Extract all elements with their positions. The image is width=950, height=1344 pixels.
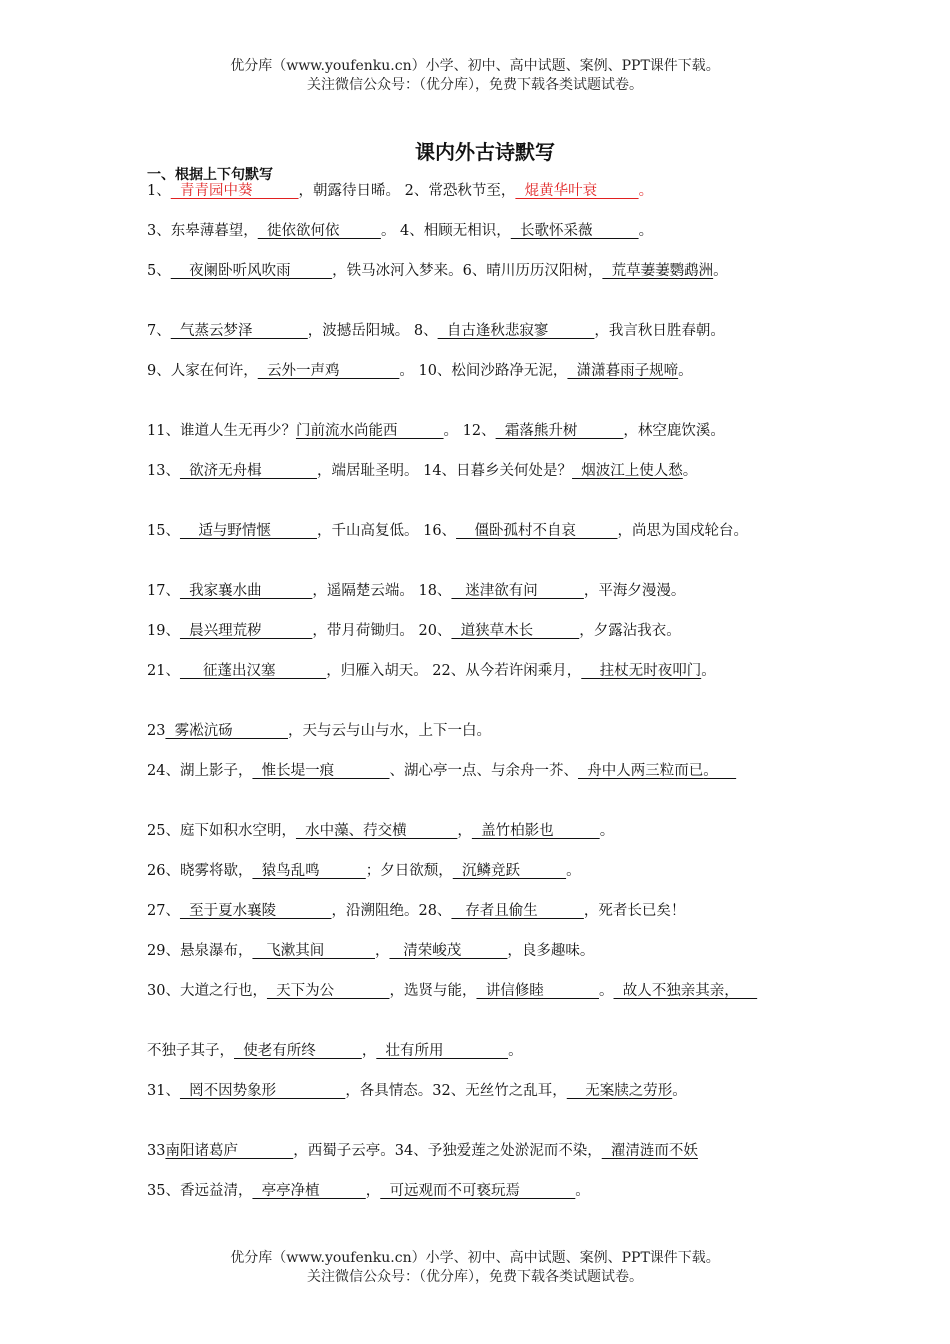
page-title: 课内外古诗默写: [415, 140, 555, 164]
prompt-text: 7、: [147, 323, 171, 339]
answer-blank: 飞漱其间: [252, 943, 375, 959]
question-item: [147, 582, 829, 600]
answer-blank: 烟波江上使人愁: [572, 463, 683, 479]
prompt-text: 。: [599, 983, 614, 999]
prompt-text: 。: [638, 223, 654, 239]
prompt-text: ，端居耻圣明。 14、日暮乡关何处是？: [316, 463, 573, 479]
answer-blank: 天下为公: [266, 983, 390, 999]
question-item: [147, 942, 829, 960]
prompt-text: 1、: [147, 183, 171, 199]
prompt-text: ，尚思为国戍轮台。: [617, 523, 748, 539]
question-item: [147, 422, 829, 440]
answer-blank: 征蓬出汉塞: [179, 663, 327, 679]
prompt-text: 。: [672, 1083, 687, 1099]
prompt-text: 31、: [147, 1083, 180, 1099]
question-item: [147, 1042, 829, 1060]
page-footer: [0, 1249, 950, 1287]
prompt-text: 。: [682, 463, 698, 479]
prompt-text: ，波撼岳阳城。 8、: [307, 323, 438, 339]
prompt-text: 17、: [147, 583, 180, 599]
prompt-text: ，良多趣味。: [507, 943, 595, 959]
prompt-text: ，死者长已矣！: [583, 903, 686, 919]
prompt-text: ，千山高复低。 16、: [316, 523, 457, 539]
page-header: [0, 57, 950, 95]
prompt-text: ，朝露待日晞。 2、常恐秋节至，: [298, 183, 516, 199]
answer-blank: 濯清涟而不妖: [601, 1143, 698, 1159]
answer-blank: 使老有所终: [234, 1043, 362, 1059]
answer-blank: 青青园中葵: [170, 183, 299, 199]
prompt-text: 。 10、松间沙路净无泥，: [399, 363, 568, 379]
answer-blank: 霜落熊升树: [495, 423, 624, 439]
prompt-text: 。 12、: [443, 423, 496, 439]
answer-blank: 潇潇暮雨子规啼: [567, 363, 679, 379]
prompt-text: 15、: [147, 523, 180, 539]
question-item: [147, 982, 829, 1000]
footer-line-2: 关注微信公众号：（优分库），免费下载各类试题试卷。: [307, 1269, 643, 1285]
answer-blank: 可远观而不可亵玩焉: [380, 1183, 576, 1199]
answer-blank: 盖竹柏影也: [471, 823, 600, 839]
prompt-text: 。: [638, 183, 654, 199]
answer-blank: 晨兴理荒秽: [179, 623, 313, 639]
answer-blank: 讲信修睦: [476, 983, 600, 999]
prompt-text: 9、人家在何许，: [147, 363, 258, 379]
answer-blank: 长歌怀采薇: [510, 223, 639, 239]
prompt-text: 24、湖上影子，: [147, 763, 253, 779]
answer-blank: 欲济无舟楫: [179, 463, 317, 479]
footer-line-1: 优分库（www.youfenku.cn）小学、初中、高中试题、案例、PPT课件下载。: [230, 1250, 720, 1266]
answer-blank: 自古逢秋悲寂寥: [437, 323, 595, 339]
question-item: [147, 662, 829, 680]
prompt-text: ，林空鹿饮溪。: [623, 423, 725, 439]
prompt-text: 30、大道之行也，: [147, 983, 267, 999]
prompt-text: 5、: [147, 263, 171, 279]
answer-blank: 雾凇沆砀: [165, 723, 288, 739]
question-item: [147, 462, 829, 480]
answer-blank: 夜阑卧听风吹雨: [170, 263, 333, 279]
answer-blank: 亭亭净植: [252, 1183, 366, 1199]
question-item: [147, 902, 829, 920]
answer-blank: 僵卧孤村不自哀: [456, 523, 618, 539]
answer-blank: 拄杖无时夜叩门: [581, 663, 702, 679]
prompt-text: 。: [575, 1183, 590, 1199]
prompt-text: ，: [361, 1043, 377, 1059]
prompt-text: 26、晓雾将歇，: [147, 863, 253, 879]
answer-blank: 我家襄水曲: [179, 583, 313, 599]
answer-blank: 至于夏水襄陵: [179, 903, 332, 919]
question-item: [147, 1142, 829, 1160]
prompt-text: ，沿溯阻绝。28、: [331, 903, 452, 919]
prompt-text: ，遥隔楚云端。 18、: [312, 583, 452, 599]
prompt-text: ，选贤与能，: [389, 983, 477, 999]
prompt-text: ，我言秋日胜春朝。: [594, 323, 725, 339]
section-title: 一、根据上下句默写: [147, 167, 273, 183]
question-item: [147, 262, 829, 280]
prompt-text: 。: [678, 363, 693, 379]
question-item: [147, 722, 829, 740]
prompt-text: 11、谁道人生无再少？: [147, 423, 296, 439]
prompt-text: ，夕露沾我衣。: [579, 623, 681, 639]
prompt-text: ；夕日欲颓，: [365, 863, 453, 879]
question-item: [147, 322, 829, 340]
prompt-text: ，: [457, 823, 472, 839]
prompt-text: ，归雁入胡天。 22、从今若许闲乘月，: [326, 663, 582, 679]
header-line-2: 关注微信公众号：（优分库），免费下载各类试题试卷。: [307, 77, 643, 93]
prompt-text: ，带月荷锄归。 20、: [312, 623, 452, 639]
answer-blank: 迷津欲有问: [451, 583, 584, 599]
prompt-text: ，各具情态。32、无丝竹之乱耳，: [345, 1083, 567, 1099]
answer-blank: 清荣峻茂: [389, 943, 508, 959]
question-item: [147, 622, 829, 640]
answer-blank: 门前流水尚能西: [295, 423, 444, 439]
question-item: [147, 222, 829, 240]
question-item: [147, 862, 829, 880]
prompt-text: ，西蜀子云亭。34、予独爱莲之处淤泥而不染，: [293, 1143, 602, 1159]
question-item: [147, 182, 829, 200]
prompt-text: 27、: [147, 903, 180, 919]
answer-blank: 罔不因势象形: [179, 1083, 346, 1099]
prompt-text: ，铁马冰河入梦来。6、晴川历历汉阳树，: [332, 263, 603, 279]
answer-blank: 故人不独亲其亲: [613, 983, 725, 999]
answer-blank: 气蒸云梦泽: [170, 323, 308, 339]
prompt-text: 33: [147, 1143, 166, 1159]
header-line-1: 优分库（www.youfenku.cn）小学、初中、高中试题、案例、PPT课件下载。: [230, 58, 720, 74]
prompt-text: 29、悬泉瀑布，: [147, 943, 253, 959]
prompt-text: 35、香远益清，: [147, 1183, 253, 1199]
prompt-text: 、湖心亭一点、与余舟一芥、: [389, 763, 578, 779]
answer-blank: ，: [724, 983, 758, 999]
prompt-text: 。: [566, 863, 581, 879]
prompt-text: ，: [374, 943, 390, 959]
question-item: [147, 522, 829, 540]
answer-blank: 适与野情惬: [179, 523, 317, 539]
answer-blank: 道狭草木长: [451, 623, 580, 639]
answer-blank: 徙依欲何依: [257, 223, 381, 239]
answer-blank: 水中藻、荇交横: [295, 823, 458, 839]
prompt-text: 25、庭下如积水空明，: [147, 823, 296, 839]
answer-blank: 舟中人两三粒而已: [577, 763, 704, 779]
answer-blank: 猿鸟乱鸣: [252, 863, 366, 879]
prompt-text: ，天与云与山与水，上下一白。: [287, 723, 491, 739]
prompt-text: ，: [365, 1183, 381, 1199]
answer-blank: 云外一声鸡: [257, 363, 400, 379]
question-item: [147, 362, 829, 380]
prompt-text: 。: [508, 1043, 523, 1059]
question-item: [147, 822, 829, 840]
answer-blank: 沉鳞竞跃: [452, 863, 567, 879]
prompt-text: 21、: [147, 663, 180, 679]
prompt-text: 。: [599, 823, 615, 839]
answer-blank: 无案牍之劳形: [566, 1083, 673, 1099]
answer-blank: 。: [703, 763, 737, 779]
prompt-text: 。: [713, 263, 728, 279]
prompt-text: 23: [147, 723, 166, 739]
answer-blank: 南阳诸葛庐: [165, 1143, 294, 1159]
question-item: [147, 762, 829, 780]
answer-blank: 壮有所用: [376, 1043, 509, 1059]
answer-blank: 荒草萋萋鹦鹉洲: [602, 263, 714, 279]
question-item: [147, 1182, 829, 1200]
prompt-text: 19、: [147, 623, 180, 639]
prompt-text: 13、: [147, 463, 180, 479]
answer-blank: 存者且偷生: [451, 903, 584, 919]
prompt-text: 3、东皋薄暮望，: [147, 223, 258, 239]
prompt-text: ，平海夕漫漫。: [583, 583, 686, 599]
prompt-text: 。 4、相顾无相识，: [380, 223, 511, 239]
answer-blank: 焜黄华叶衰: [515, 183, 639, 199]
question-item: [147, 1082, 829, 1100]
prompt-text: 。: [701, 663, 716, 679]
answer-blank: 惟长堤一痕: [252, 763, 390, 779]
prompt-text: 不独子其子，: [147, 1043, 234, 1059]
